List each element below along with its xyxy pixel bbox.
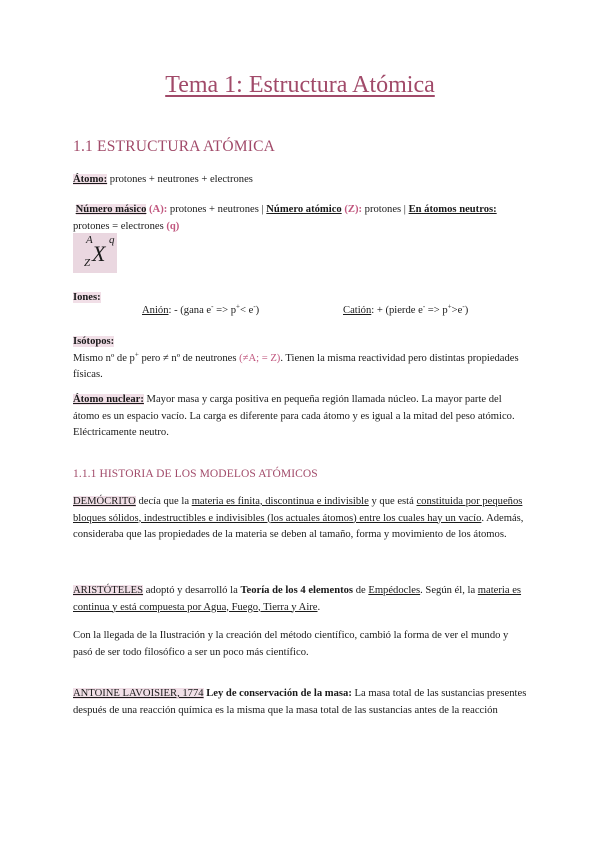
aristoteles-paragraph: [73, 583, 528, 616]
isotopos-text-1: Mismo nº de p: [73, 352, 135, 364]
section-heading-historia: 1.1.1 HISTORIA DE LOS MODELOS ATÓMICOS: [73, 468, 318, 480]
cation-e-charge-2: -: [462, 302, 465, 311]
lavoisier-text: La masa total de las sustancias presentes después de una reacción química es la misma que la masa total de las sustancias antes de la reacción: [73, 688, 527, 716]
anion-e-charge: -: [211, 302, 214, 311]
neutros-text: protones = electrones: [73, 220, 167, 232]
formula-mass-number: A: [86, 234, 93, 246]
anion-label: Anión: [142, 305, 169, 316]
aristoteles-text-2: de: [353, 585, 369, 596]
atomico-label: Número atómico: [266, 204, 342, 215]
aristoteles-name: ARISTÓTELES: [73, 585, 144, 596]
masico-symbol: (A):: [149, 204, 168, 215]
democrito-underline-1: materia es finita, discontinua e indivisible: [191, 496, 369, 507]
cation-text-2: => p: [425, 305, 448, 316]
formula-atomic-number: Z: [84, 257, 91, 269]
numeros-paragraph: [73, 202, 528, 235]
nuclide-notation: [73, 233, 117, 273]
aristoteles-theory: Teoría de los 4 elementos: [240, 585, 354, 596]
aristoteles-text-4: .: [317, 601, 321, 613]
atomo-label: Átomo:: [73, 174, 108, 185]
aristoteles-text-3: . Según él, la: [420, 585, 478, 596]
cation-label: Catión: [343, 305, 372, 316]
masico-label: Número másico: [75, 204, 147, 215]
lavoisier-name: ANTOINE LAVOISIER, 1774: [73, 688, 204, 699]
anion-text-3: < e: [239, 305, 254, 316]
isotopos-paragraph: [73, 334, 528, 384]
anion-text-4: ): [255, 305, 260, 316]
democrito-text-3: . Además, consideraba que las propiedades de la materia se deben al tamaño, forma y movimiento de los átomos.: [73, 512, 524, 540]
atomo-text: protones + neutrones + electrones: [107, 174, 253, 185]
atomico-text: protones |: [362, 204, 409, 215]
atomo-definition: [73, 172, 528, 189]
cation-definition: [343, 302, 469, 316]
aristoteles-text-1: adoptó y desarrolló la: [143, 585, 241, 596]
cation-text-4: ): [464, 305, 469, 316]
aristoteles-underline: materia es continua y está compuesta por Agua, Fuego, Tierra y Aire: [73, 585, 522, 613]
anion-e-charge-2: -: [253, 302, 256, 311]
masico-text: protones + neutrones |: [167, 204, 267, 215]
democrito-text-2: y que está: [368, 496, 417, 507]
cation-text-3: >e: [451, 305, 463, 316]
lavoisier-law: Ley de conservación de la masa:: [203, 688, 352, 699]
isotopos-text-3: . Tienen la misma reactividad pero distintas propiedades físicas.: [73, 352, 519, 380]
neutros-label: En átomos neutros:: [408, 204, 497, 215]
isotopos-text-2: pero ≠ nº de neutrones: [138, 352, 240, 364]
isotopos-symbol: (≠A; = Z): [239, 352, 281, 364]
empedocles-name: Empédocles: [368, 585, 421, 596]
cation-text: : + (pierde e: [371, 305, 423, 316]
democrito-text-1: decía que la: [135, 496, 192, 507]
isotopos-label: Isótopos:: [73, 336, 115, 347]
nuclear-label: Átomo nuclear:: [73, 394, 144, 405]
democrito-paragraph: [73, 494, 528, 544]
anion-definition: [142, 302, 260, 316]
nuclear-text: Mayor masa y carga positiva en pequeña región llamada núcleo. La mayor parte del átomo es un espacio vacío. La carga es diferente para cada átomo y es igual a la mitad del peso atómico. Eléctricamente neutro.: [73, 394, 515, 438]
anion-p-charge: +: [236, 302, 240, 311]
section-heading-estructura: 1.1 ESTRUCTURA ATÓMICA: [73, 138, 276, 155]
cation-e-charge: -: [422, 302, 426, 311]
anion-text-2: => p: [213, 305, 237, 316]
democrito-underline-2: constituida por pequeños bloques sólidos, indestructibles e indivisibles (los actuales átomos) entre los cuales hay un vacío: [73, 496, 523, 524]
atomico-symbol: (Z):: [344, 204, 363, 215]
q-symbol: (q): [166, 220, 180, 232]
formula-charge: q: [109, 234, 115, 246]
nuclear-paragraph: [73, 392, 528, 442]
iones-label: Iones:: [73, 292, 101, 303]
anion-text: : - (gana e: [168, 305, 212, 316]
formula-element: X: [92, 241, 106, 266]
lavoisier-paragraph: [73, 686, 528, 719]
democrito-name: DEMÓCRITO: [73, 496, 136, 507]
isotopos-p-charge: +: [134, 349, 139, 358]
cation-p-charge: +: [447, 302, 452, 311]
ilustracion-paragraph: Con la llegada de la Ilustración y la creación del método científico, cambió la forma de ver el mundo y pasó de ser todo filosófico a ser un poco más científico.: [73, 630, 509, 658]
page-title: Tema 1: Estructura Atómica: [165, 72, 435, 98]
